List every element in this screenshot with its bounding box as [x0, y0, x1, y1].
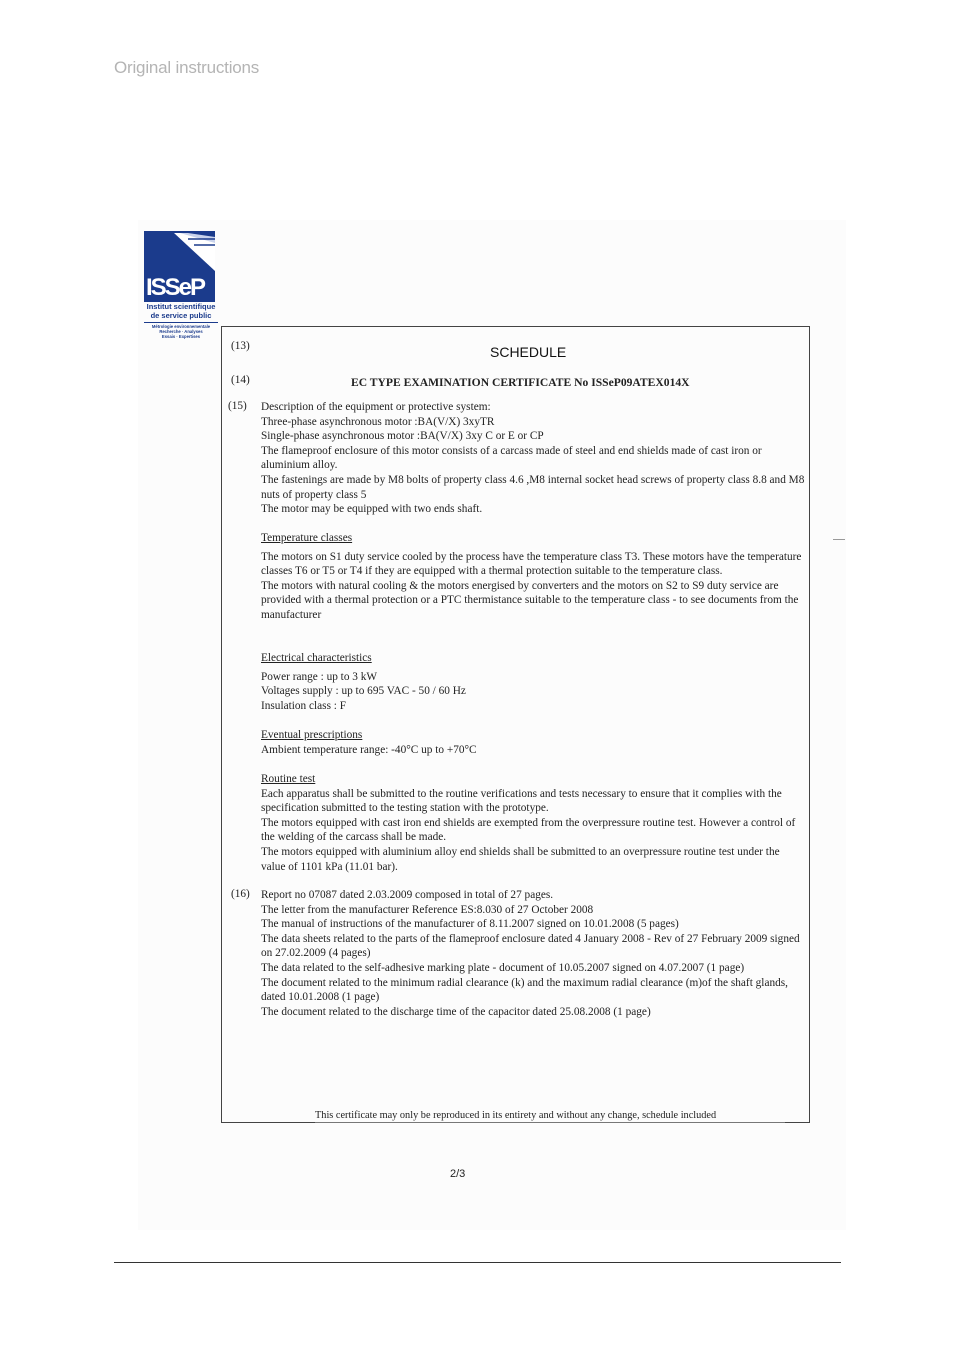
logo-emblem — [144, 231, 215, 302]
documents-block — [261, 888, 806, 1019]
margin-mark — [833, 539, 845, 540]
routine-line: Each apparatus shall be submitted to the routine verifications and tests necessary to ensure that it complies with the specification submitted to the testing station with the prototype. — [261, 787, 782, 815]
header-note: Original instructions — [114, 58, 260, 77]
certificate-title: EC TYPE EXAMINATION CERTIFICATE No ISSeP09ATEX014X — [351, 376, 690, 389]
electrical-line: Voltages supply : up to 695 VAC - 50 / 60 Hz — [261, 685, 466, 698]
prescriptions-line: Ambient temperature range: -40°C up to +70°C — [261, 743, 477, 756]
logo-tag-3: Essais · Expertises — [161, 334, 201, 339]
desc-line: Three-phase asynchronous motor :BA(V/X) 3xyTR — [261, 415, 495, 428]
description-block — [261, 400, 806, 517]
temperature-block — [261, 531, 806, 623]
routine-heading: Routine test — [261, 773, 316, 785]
reproduction-note: This certificate may only be reproduced in its entirety and without any change, schedule included — [315, 1109, 785, 1123]
logo-line-1: Institut scientifique — [146, 302, 216, 311]
section-number-16: (16) — [231, 888, 250, 900]
issep-logo — [144, 231, 218, 339]
logo-tag-1: Métrologie environnementale — [151, 324, 211, 329]
section-number-15: (15) — [228, 400, 247, 412]
document-line: The manual of instructions of the manufacturer of 8.11.2007 signed on 10.01.2008 (5 pages) — [261, 918, 679, 931]
routine-line: The motors equipped with aluminium alloy end shields shall be submitted to an overpressure routine test under the value of 1101 kPa (11.01 bar). — [261, 845, 780, 873]
desc-line: The motor may be equipped with two ends shaft. — [261, 503, 483, 516]
temperature-line: The motors on S1 duty service cooled by the process have the temperature class T3. These motors have the temperature classes T6 or T5 or T4 if they are equipped with a thermal protection suitable to the temperature class. — [261, 550, 802, 578]
schedule-heading: SCHEDULE — [490, 344, 567, 360]
prescriptions-block — [261, 728, 806, 757]
document-line: The document related to the minimum radial clearance (k) and the maximum radial clearance (m)of the shaft glands, dated 10.01.2008 (1 page) — [261, 976, 788, 1004]
electrical-line: Insulation class : F — [261, 699, 347, 712]
logo-wordmark: ISSeP — [146, 274, 205, 301]
desc-line: The flameproof enclosure of this motor consists of a carcass made of steel and end shields made of cast iron or aluminium alloy. — [261, 444, 762, 472]
temperature-line: The motors with natural cooling & the motors energised by converters and the motors on S2 to S9 duty service are provided with a thermal protection or a PTC thermistance suitable to the temperature class - to see documents from the manufacturer — [261, 579, 799, 621]
bottom-rule — [114, 1262, 841, 1263]
logo-line-2: de service public — [150, 311, 212, 320]
desc-line: The fastenings are made by M8 bolts of property class 4.6 ,M8 internal socket head screws of property class 8.8 and M8 nuts of property class 5 — [261, 473, 805, 501]
electrical-heading: Electrical characteristics — [261, 652, 372, 664]
section-number-14: (14) — [231, 374, 250, 386]
document-line: The letter from the manufacturer Reference ES:8.030 of 27 October 2008 — [261, 903, 594, 916]
logo-tag-2: Recherche · Analyses — [159, 329, 203, 334]
routine-line: The motors equipped with cast iron end shields are exempted from the overpressure routine test. However a control of the welding of the carcass shall be made. — [261, 816, 796, 844]
document-line: Report no 07087 dated 2.03.2009 composed in total of 27 pages. — [261, 889, 554, 901]
section-number-13: (13) — [231, 340, 250, 352]
document-line: The data sheets related to the parts of the flameproof enclosure dated 4 January 2008 - Rev of 27 February 2009 signed on 27.02.2009 (4 pages) — [261, 932, 800, 960]
page-number: 2/3 — [450, 1168, 466, 1180]
prescriptions-heading: Eventual prescriptions — [261, 729, 363, 741]
routine-block — [261, 772, 806, 874]
temperature-heading: Temperature classes — [261, 532, 353, 544]
desc-line: Description of the equipment or protective system: — [261, 401, 491, 413]
document-line: The data related to the self-adhesive marking plate - document of 10.05.2007 signed on 4.07.2007 (1 page) — [261, 961, 745, 974]
electrical-block — [261, 651, 806, 713]
desc-line: Single-phase asynchronous motor :BA(V/X) 3xy C or E or CP — [261, 430, 544, 443]
electrical-line: Power range : up to 3 kW — [261, 670, 378, 683]
logo-divider — [144, 322, 218, 323]
document-line: The document related to the discharge time of the capacitor dated 25.08.2008 (1 page) — [261, 1005, 651, 1018]
